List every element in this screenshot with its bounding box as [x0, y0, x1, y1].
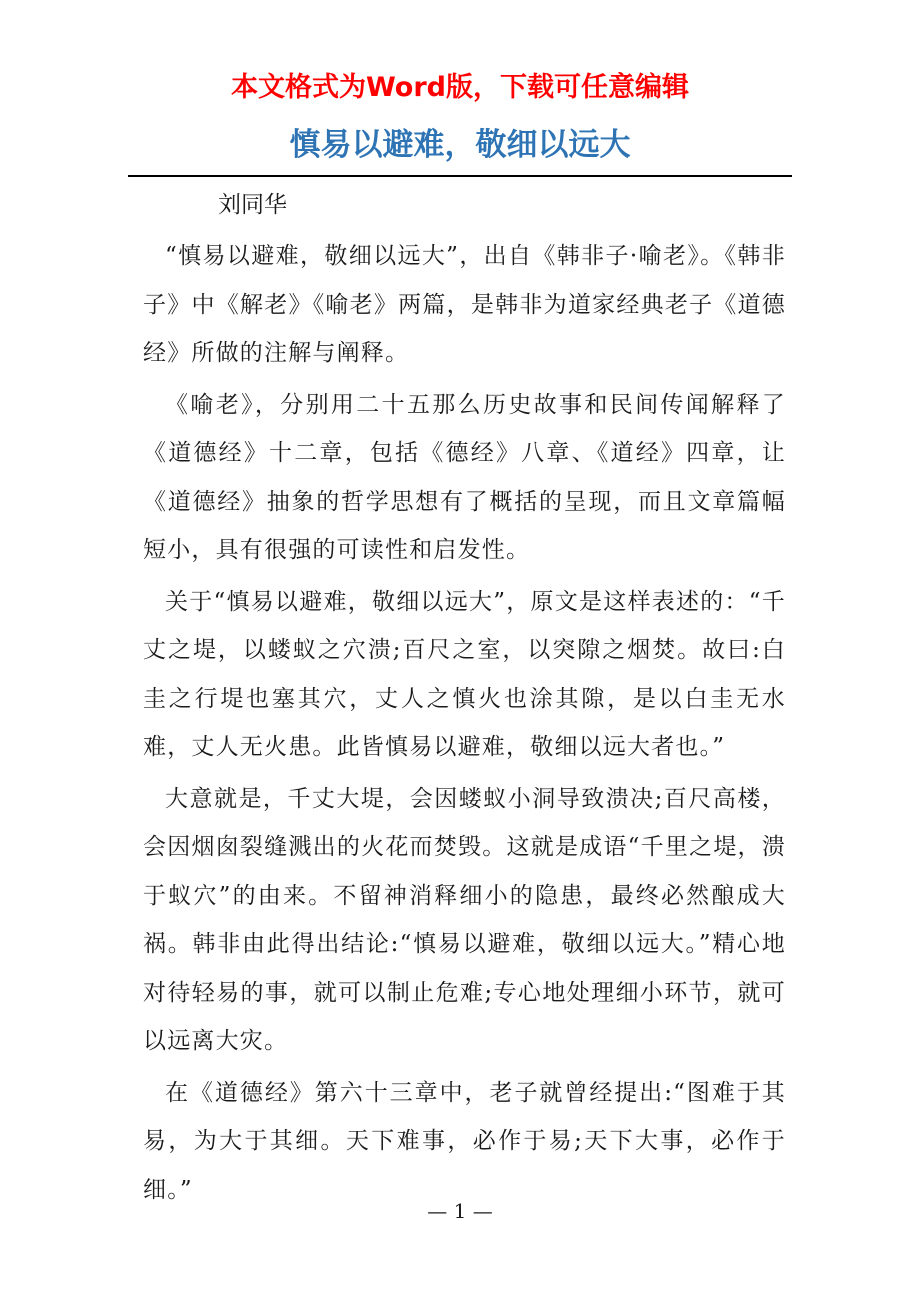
format-notice: 本文格式为Word版，下载可任意编辑: [230, 72, 689, 103]
document-title: 慎易以避难，敬细以远大: [289, 127, 631, 163]
paragraph: 在《道德经》第六十三章中，老子就曾经提出:“图难于其易，为大于其细。天下难事，必作于易;天下大事，必作于细。”: [143, 1079, 786, 1203]
paragraph: 《喻老》，分别用二十五那么历史故事和民间传闻解释了《道德经》十二章，包括《德经》八章、《道经》四章，让《道德经》抽象的哲学思想有了概括的呈现，而且文章篇幅短小，具有很强的可读性和启发性。: [143, 391, 786, 563]
paragraph: 关于“慎易以避难，敬细以远大”，原文是这样表述的：“千丈之堤，以蝼蚁之穴溃;百尺之室，以突隙之烟焚。故曰:白圭之行堤也塞其穴，丈人之慎火也涂其隙，是以白圭无水难，丈人无火患。此皆慎易以避难，敬细以远大者也。”: [143, 588, 786, 760]
article-body: [143, 232, 786, 1214]
author-name: 刘同华: [218, 192, 287, 218]
title-divider: [128, 175, 792, 177]
page-number: — 1 —: [427, 1199, 493, 1223]
paragraph: “慎易以避难，敬细以远大”，出自《韩非子·喻老》。《韩非子》中《解老》《喻老》两篇，是韩非为道家经典老子《道德经》所做的注解与阐释。: [143, 243, 786, 366]
paragraph: 大意就是，千丈大堤，会因蝼蚁小洞导致溃决;百尺高楼，会因烟囱裂缝溅出的火花而焚毁。这就是成语“千里之堤，溃于蚁穴”的由来。不留神消释细小的隐患，最终必然酿成大祸。韩非由此得出结论:“慎易以避难，敬细以远大。”精心地对待轻易的事，就可以制止危难;专心地处理细小环节，就可以远离大灾。: [143, 785, 786, 1054]
